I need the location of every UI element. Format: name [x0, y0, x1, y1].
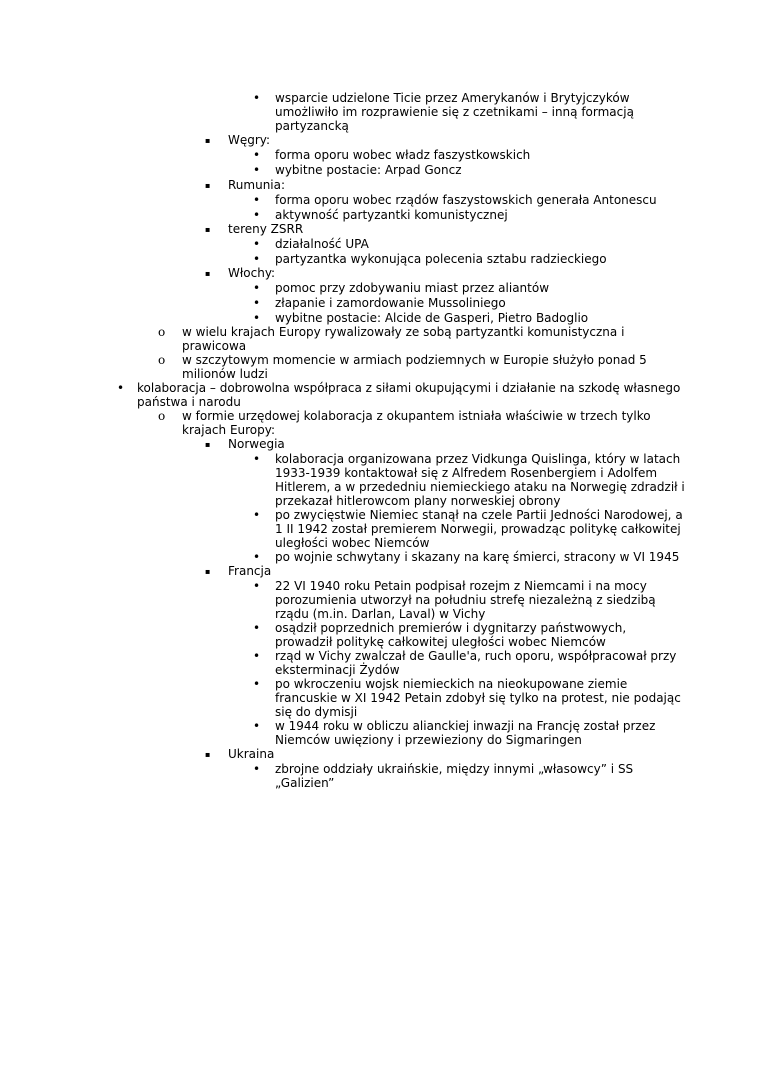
list-item-text: osądził poprzednich premierów i dygnitarzy państwowych, — [275, 621, 627, 635]
list-item-text: kolaboracja organizowana przez Vidkunga Quislinga, który w latach — [275, 452, 681, 466]
disc-bullet: • — [117, 381, 125, 395]
list-item-text: forma oporu wobec rządów faszystowskich generała Antonescu — [275, 193, 657, 207]
list-item-text: Ukraina — [228, 747, 275, 761]
disc-bullet: • — [253, 649, 261, 663]
disc-bullet: • — [253, 237, 261, 251]
list-item-text: prowadził politykę całkowitej uległości wobec Niemców — [275, 635, 606, 649]
list-item-text: 1 II 1942 został premierem Norwegii, prowadząc politykę całkowitej — [275, 522, 681, 536]
list-item-text: wsparcie udzielone Ticie przez Amerykanów i Brytyjczyków — [275, 91, 630, 105]
list-item-text: francuskie w XI 1942 Petain zdobył się tylko na protest, nie podając — [275, 691, 681, 705]
list-item-text: Francja — [228, 564, 272, 578]
disc-bullet: • — [253, 579, 261, 593]
list-item-text: w wielu krajach Europy rywalizowały ze sobą partyzantki komunistyczna i — [182, 325, 625, 339]
list-item-text: rządu (m.in. Darlan, Laval) w Vichy — [275, 607, 486, 621]
list-item-text: wybitne postacie: Alcide de Gasperi, Pietro Badoglio — [275, 311, 589, 325]
disc-bullet: • — [253, 719, 261, 733]
list-item-text: uległości wobec Niemców — [275, 536, 430, 550]
square-bullet: ▪ — [205, 269, 211, 278]
disc-bullet: • — [253, 762, 261, 776]
disc-bullet: • — [253, 252, 261, 266]
disc-bullet: • — [253, 452, 261, 466]
list-item-text: wybitne postacie: Arpad Goncz — [275, 163, 462, 177]
disc-bullet: • — [253, 621, 261, 635]
list-item-text: Rumunia: — [228, 178, 286, 192]
disc-bullet: • — [253, 311, 261, 325]
list-item-text: rząd w Vichy zwalczał de Gaulle'a, ruch oporu, współpracował przy — [275, 649, 677, 663]
disc-bullet: • — [253, 296, 261, 310]
list-item-text: Węgry: — [228, 133, 271, 147]
list-item-text: Włochy: — [228, 266, 276, 280]
list-item-text: po zwycięstwie Niemiec stanął na czele Partii Jedności Narodowej, a — [275, 508, 683, 522]
square-bullet: ▪ — [205, 440, 211, 449]
list-item-text: eksterminacji Żydów — [275, 663, 400, 677]
list-item-text: pomoc przy zdobywaniu miast przez aliantów — [275, 281, 550, 295]
list-item-text: zbrojne oddziały ukraińskie, między innymi „własowcy” i SS — [275, 762, 634, 776]
list-item-text: porozumienia utworzył na południu strefę niezależną z siedzibą — [275, 593, 656, 607]
disc-bullet: • — [253, 163, 261, 177]
list-item-text: się do dymisji — [275, 705, 358, 719]
circle-bullet: o — [158, 409, 166, 423]
list-item-text: działalność UPA — [275, 237, 369, 251]
list-item-text: aktywność partyzantki komunistycznej — [275, 208, 508, 222]
circle-bullet: o — [158, 353, 166, 367]
disc-bullet: • — [253, 677, 261, 691]
square-bullet: ▪ — [205, 225, 211, 234]
list-item-text: forma oporu wobec władz faszystkowskich — [275, 148, 531, 162]
list-item-text: prawicowa — [182, 339, 247, 353]
disc-bullet: • — [253, 208, 261, 222]
square-bullet: ▪ — [205, 181, 211, 190]
list-item-text: 1933-1939 kontaktował się z Alfredem Rosenbergiem i Adolfem — [275, 466, 658, 480]
square-bullet: ▪ — [205, 136, 211, 145]
list-item-text: partyzancką — [275, 119, 349, 133]
list-item-text: partyzantka wykonująca polecenia sztabu radzieckiego — [275, 252, 607, 266]
list-item-text: w 1944 roku w obliczu alianckiej inwazji na Francję został przez — [275, 719, 656, 733]
list-item-text: złapanie i zamordowanie Mussoliniego — [275, 296, 506, 310]
disc-bullet: • — [253, 148, 261, 162]
list-item-text: Hitlerem, a w przededniu niemieckiego ataku na Norwegię zdradził i — [275, 480, 685, 494]
square-bullet: ▪ — [205, 567, 211, 576]
list-item-text: 22 VI 1940 roku Petain podpisał rozejm z Niemcami i na mocy — [275, 579, 647, 593]
list-item-text: po wkroczeniu wojsk niemieckich na nieokupowane ziemie — [275, 677, 628, 691]
list-item-text: tereny ZSRR — [228, 222, 304, 236]
list-item-text: kolaboracja – dobrowolna współpraca z siłami okupującymi i działanie na szkodę własnego — [137, 381, 681, 395]
disc-bullet: • — [253, 193, 261, 207]
list-item-text: w formie urzędowej kolaboracja z okupantem istniała właściwie w trzech tylko — [182, 409, 651, 423]
disc-bullet: • — [253, 508, 261, 522]
list-item-text: umożliwiło im rozprawienie się z czetnikami – inną formacją — [275, 105, 634, 119]
list-item-text: po wojnie schwytany i skazany na karę śmierci, stracony w VI 1945 — [275, 550, 680, 564]
disc-bullet: • — [253, 281, 261, 295]
list-item-text: „Galizien” — [275, 776, 335, 790]
list-item-text: krajach Europy: — [182, 423, 276, 437]
list-item-text: przekazał hitlerowcom plany norweskiej obrony — [275, 494, 561, 508]
list-item-text: Norwegia — [228, 437, 285, 451]
list-item-text: w szczytowym momencie w armiach podziemnych w Europie służyło ponad 5 — [182, 353, 647, 367]
list-item-text: milionów ludzi — [182, 367, 268, 381]
list-item-text: państwa i narodu — [137, 395, 241, 409]
list-item-text: Niemców uwięziony i przewieziony do Sigmaringen — [275, 733, 582, 747]
square-bullet: ▪ — [205, 750, 211, 759]
circle-bullet: o — [158, 325, 166, 339]
disc-bullet: • — [253, 550, 261, 564]
disc-bullet: • — [253, 91, 261, 105]
